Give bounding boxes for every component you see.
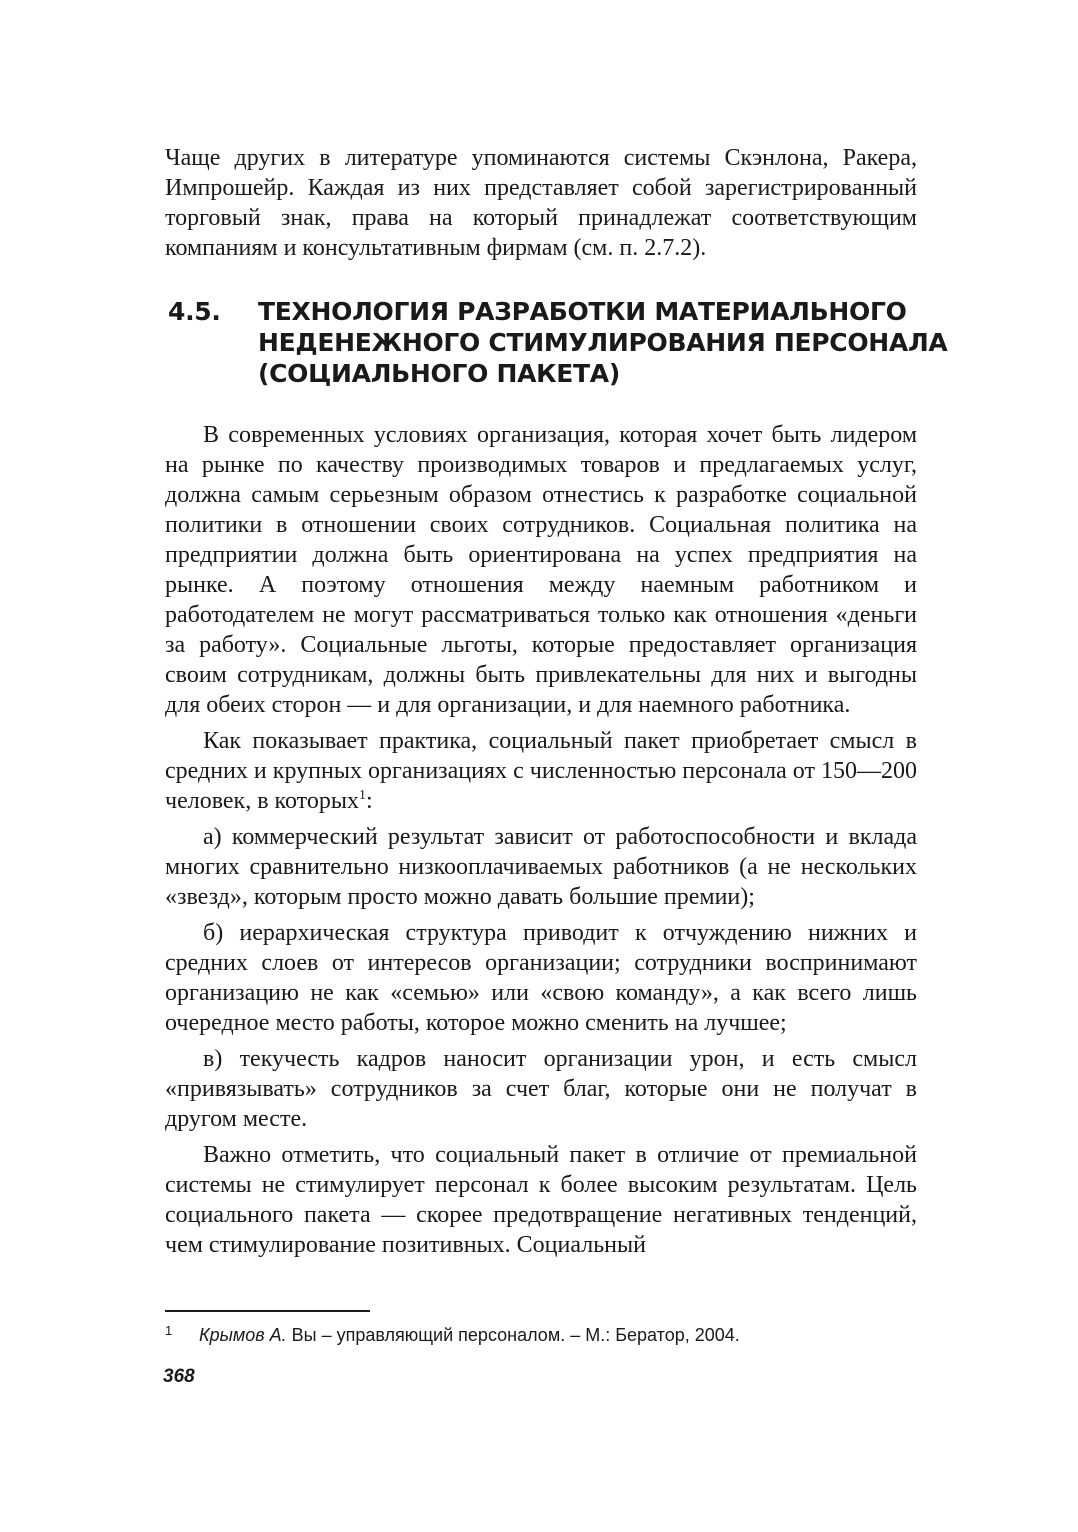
paragraph-colon: : [365, 788, 373, 814]
footnote-text: Вы – управляющий персоналом. – М.: Бератор, 2004. [286, 1325, 740, 1345]
footnote-divider [165, 1310, 370, 1312]
list-item-a: а) коммерческий результат зависит от работоспособности и вклада многих сравнительно низкооплачиваемых работников (а не нескольких «звезд», которым просто можно давать большие премии); [165, 824, 917, 910]
footnote-author: Крымов А. [199, 1325, 287, 1345]
intro-paragraph: Чаще других в литературе упоминаются системы Скэнлона, Ракера, Импрошейр. Каждая из них представляет собой зарегистрированный торговый знак, права на который принадлежат соответствующим компаниям и консультативным фирмам (см. п. 2.7.2). [165, 145, 917, 261]
section-number: 4.5. [168, 297, 221, 326]
paragraph: Важно отметить, что социальный пакет в отличие от премиальной системы не стимулирует персонал к более высоким результатам. Цель социального пакета — скорее предотвращение негативных тенденций, чем стимулирование позитивных. Социальный [165, 1142, 917, 1258]
section-title-line: (СОЦИАЛЬНОГО ПАКЕТА) [258, 359, 620, 388]
intro-text [165, 143, 917, 263]
paragraph-text: Как показывает практика, социальный пакет приобретает смысл в средних и крупных организациях с численностью персонала от 150—200 человек, в которых [165, 728, 917, 814]
paragraph-with-footnote [165, 726, 917, 816]
section-title [258, 296, 948, 389]
footnote-reference[interactable]: 1 [358, 788, 366, 803]
body-text [165, 420, 917, 1266]
list-item-b: б) иерархическая структура приводит к отчуждению нижних и средних слоев от интересов организации; сотрудники воспринимают организацию не как «семью» или «свою команду», а как всего лишь очередное место работы, которое можно сменить на лучшее; [165, 920, 917, 1036]
footnote-mark: 1 [165, 1323, 173, 1338]
section-title-line: ТЕХНОЛОГИЯ РАЗРАБОТКИ МАТЕРИАЛЬНОГО [258, 297, 907, 326]
page-number: 368 [163, 1366, 195, 1387]
list-item-c: в) текучесть кадров наносит организации урон, и есть смысл «привязывать» сотрудников за счет благ, которые они не получат в другом месте. [165, 1046, 917, 1132]
section-title-line: НЕДЕНЕЖНОГО СТИМУЛИРОВАНИЯ ПЕРСОНАЛА [258, 328, 948, 357]
footnote [165, 1323, 917, 1347]
paragraph: В современных условиях организация, которая хочет быть лидером на рынке по качеству производимых товаров и предлагаемых услуг, должна самым серьезным образом отнестись к разработке социальной политики в отношении своих сотрудников. Социальная политика на предприятии должна быть ориентирована на успех предприятия на рынке. А поэтому отношения между наемным работником и работодателем не могут рассматриваться только как отношения «деньги за работу». Социальные льготы, которые предоставляет организация своим сотрудникам, должны быть привлекательны для них и выгодны для обеих сторон — и для организации, и для наемного работника. [165, 422, 917, 718]
